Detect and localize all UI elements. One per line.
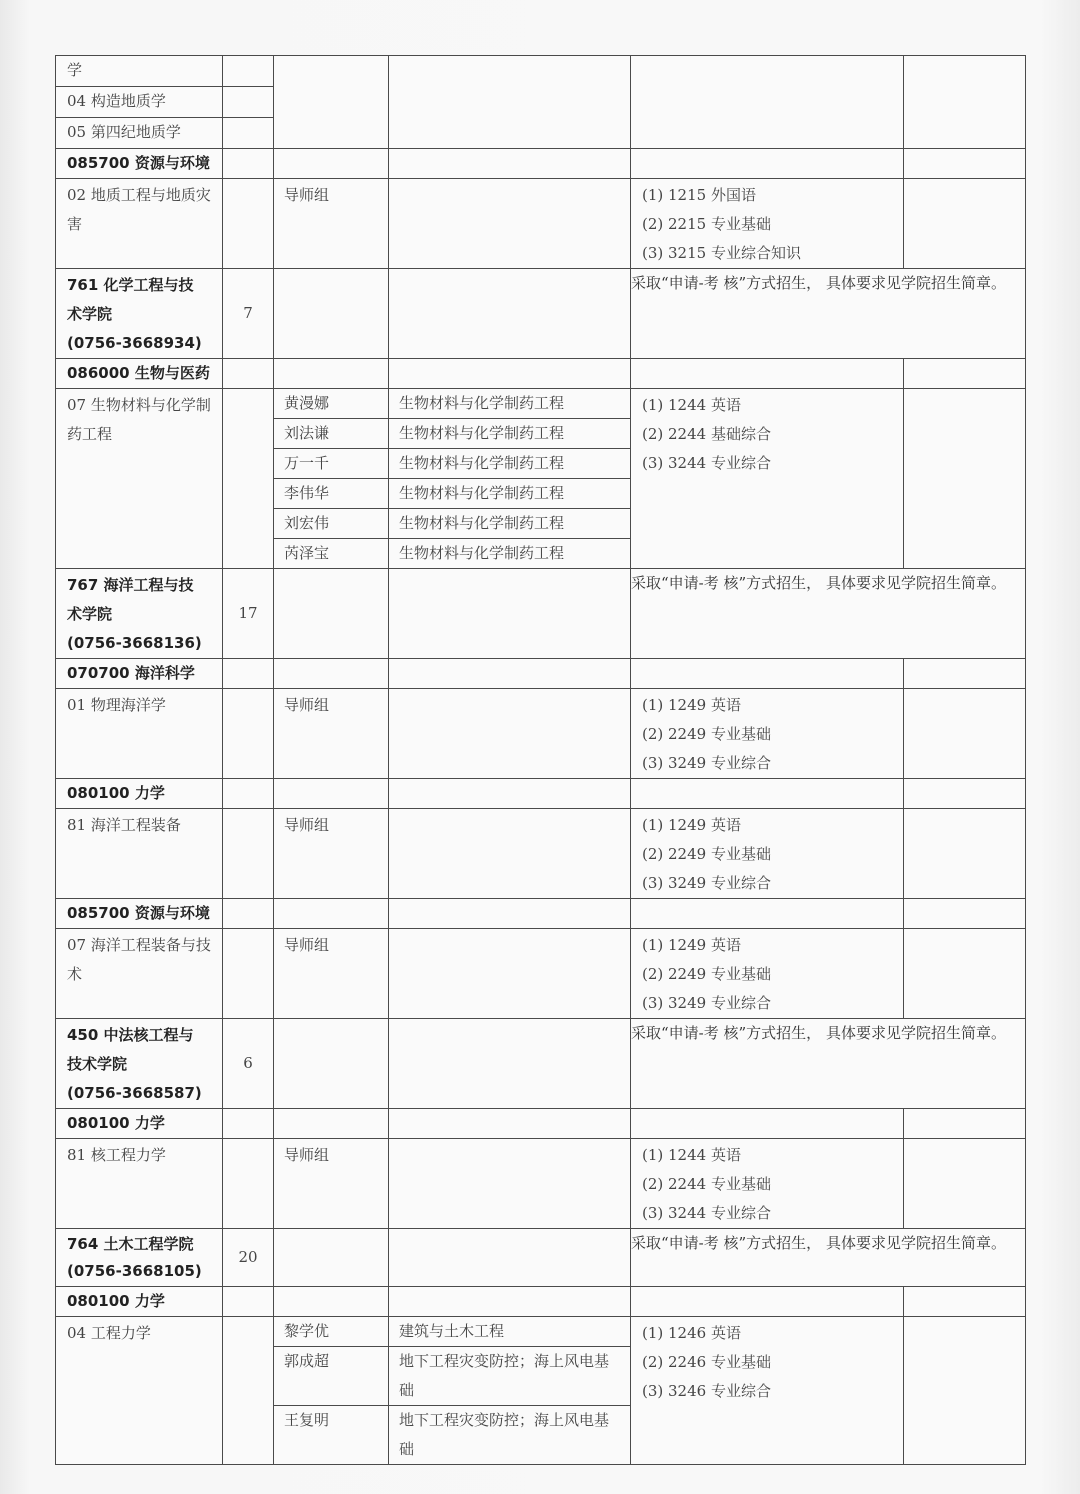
exam-cell: (1) 1249 英语 (2) 2249 专业基础 (3) 3249 专业综合 <box>631 809 904 899</box>
research-direction: 02 地质工程与地质灾害 <box>56 179 223 269</box>
research-direction: 81 海洋工程装备 <box>56 809 223 899</box>
research-direction: 81 核工程力学 <box>56 1139 223 1229</box>
college-cell: 767 海洋工程与技 术学院 (0756-3668136) <box>56 569 223 659</box>
enrollment-table <box>55 55 1026 1465</box>
tutor-cell: 导师组 <box>274 929 389 1019</box>
enroll-count: 6 <box>223 1019 274 1109</box>
subject-code: 085700 资源与环境 <box>56 149 223 179</box>
tutor-cell: 导师组 <box>274 809 389 899</box>
exam-cell: (1) 1249 英语 (2) 2249 专业基础 (3) 3249 专业综合 <box>631 689 904 779</box>
table-row <box>56 779 1026 809</box>
tutor-name: 黎学优 <box>284 1322 330 1340</box>
tutor-name: 刘宏伟 <box>274 508 388 538</box>
table-row <box>56 269 1026 359</box>
subject-code: 080100 力学 <box>56 1109 223 1139</box>
enroll-count: 17 <box>223 569 274 659</box>
college-cell: 764 土木工程学院 (0756-3668105) <box>56 1229 223 1287</box>
college-cell: 761 化学工程与技 术学院 (0756-3668934) <box>56 269 223 359</box>
tutor-list <box>274 389 389 569</box>
table-row <box>56 809 1026 899</box>
num-cell <box>223 56 274 149</box>
subject-code: 085700 资源与环境 <box>56 899 223 929</box>
table-row <box>56 1109 1026 1139</box>
table-row <box>56 1317 1026 1465</box>
direction-name: 生物材料与化学制药工程 <box>389 508 630 538</box>
major-line: 05 第四纪地质学 <box>67 123 181 141</box>
direction-name: 生物材料与化学制药工程 <box>389 448 630 478</box>
table-row <box>56 929 1026 1019</box>
tutor-cell: 导师组 <box>274 179 389 269</box>
direction-name: 生物材料与化学制药工程 <box>389 418 630 448</box>
tutor-name: 王复明 <box>274 1405 388 1464</box>
tutor-list <box>274 1317 389 1465</box>
admission-note: 采取“申请-考 核”方式招生， 具体要求见学院招生简章。 <box>631 1019 1026 1109</box>
tutor-cell: 导师组 <box>274 1139 389 1229</box>
enroll-count: 7 <box>223 269 274 359</box>
admission-note: 采取“申请-考 核”方式招生， 具体要求见学院招生简章。 <box>631 269 1026 359</box>
direction-name: 生物材料与化学制药工程 <box>389 478 630 508</box>
table-row <box>56 569 1026 659</box>
direction-name: 生物材料与化学制药工程 <box>389 538 630 568</box>
table-row <box>56 359 1026 389</box>
direction-list <box>389 389 631 569</box>
admission-note: 采取“申请-考 核”方式招生， 具体要求见学院招生简章。 <box>631 1229 1026 1287</box>
table-row <box>56 689 1026 779</box>
tutor-name: 芮泽宝 <box>274 538 388 568</box>
tutor-name: 刘法谦 <box>274 418 388 448</box>
table-row <box>56 1287 1026 1317</box>
table-row <box>56 659 1026 689</box>
subject-code: 086000 生物与医药 <box>56 359 223 389</box>
subject-code: 080100 力学 <box>56 1287 223 1317</box>
direction-name: 生物材料与化学制药工程 <box>399 394 565 412</box>
table-row <box>56 389 1026 569</box>
research-direction: 07 海洋工程装备与技术 <box>56 929 223 1019</box>
table-row <box>56 149 1026 179</box>
tutor-cell: 导师组 <box>274 689 389 779</box>
research-direction: 07 生物材料与化学制药工程 <box>56 389 223 569</box>
subject-code: 070700 海洋科学 <box>56 659 223 689</box>
table-row <box>56 1019 1026 1109</box>
table-row <box>56 899 1026 929</box>
tutor-name: 李伟华 <box>274 478 388 508</box>
college-cell: 450 中法核工程与 技术学院 (0756-3668587) <box>56 1019 223 1109</box>
subject-code: 080100 力学 <box>56 779 223 809</box>
research-direction: 01 物理海洋学 <box>56 689 223 779</box>
direction-name: 地下工程灾变防控；海上风电基础 <box>389 1346 630 1405</box>
exam-cell: (1) 1215 外国语 (2) 2215 专业基础 (3) 3215 专业综合知识 <box>631 179 904 269</box>
direction-name: 建筑与土木工程 <box>399 1322 505 1340</box>
major-line: 学 <box>56 56 222 87</box>
exam-cell: (1) 1244 英语 (2) 2244 基础综合 (3) 3244 专业综合 <box>631 389 904 569</box>
exam-cell: (1) 1244 英语 (2) 2244 专业基础 (3) 3244 专业综合 <box>631 1139 904 1229</box>
table-row <box>56 1139 1026 1229</box>
enroll-count: 20 <box>223 1229 274 1287</box>
table-row <box>56 56 1026 149</box>
exam-cell: (1) 1246 英语 (2) 2246 专业基础 (3) 3246 专业综合 <box>631 1317 904 1465</box>
exam-cell: (1) 1249 英语 (2) 2249 专业基础 (3) 3249 专业综合 <box>631 929 904 1019</box>
tutor-name: 黄漫娜 <box>284 394 330 412</box>
major-line: 04 构造地质学 <box>56 87 222 118</box>
table-row <box>56 179 1026 269</box>
tutor-name: 郭成超 <box>274 1346 388 1405</box>
direction-name: 地下工程灾变防控；海上风电基础 <box>389 1405 630 1464</box>
research-direction: 04 工程力学 <box>56 1317 223 1465</box>
direction-list <box>389 1317 631 1465</box>
major-cell <box>56 56 223 149</box>
tutor-name: 万一千 <box>274 448 388 478</box>
table-row <box>56 1229 1026 1287</box>
admission-note: 采取“申请-考 核”方式招生， 具体要求见学院招生简章。 <box>631 569 1026 659</box>
